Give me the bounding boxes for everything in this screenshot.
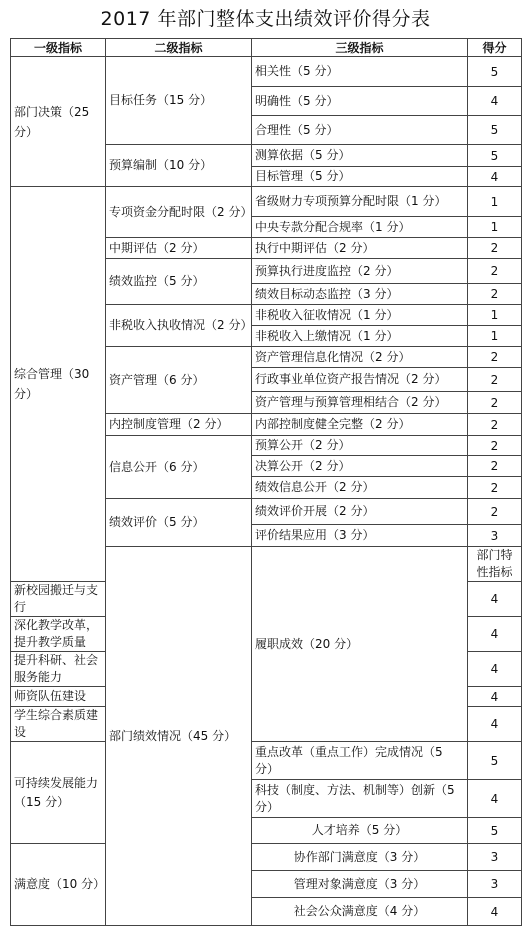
level2-indicator: 信息公开（6 分） bbox=[106, 436, 252, 499]
level3-indicator: 管理对象满意度（3 分） bbox=[252, 871, 468, 898]
score-cell: 2 bbox=[468, 284, 522, 305]
level3-indicator: 相关性（5 分） bbox=[252, 57, 468, 87]
header-row bbox=[11, 39, 522, 57]
score-cell: 5 bbox=[468, 818, 522, 844]
score-cell: 2 bbox=[468, 499, 522, 525]
score-cell: 2 bbox=[468, 347, 522, 368]
score-cell: 1 bbox=[468, 217, 522, 238]
level3-indicator: 学生综合素质建设 bbox=[11, 707, 106, 742]
level3-indicator: 人才培养（5 分） bbox=[252, 818, 468, 844]
level3-indicator: 绩效评价开展（2 分） bbox=[252, 499, 468, 525]
header-level2: 二级指标 bbox=[106, 39, 252, 57]
level3-indicator: 绩效信息公开（2 分） bbox=[252, 477, 468, 499]
table-row bbox=[11, 57, 522, 87]
level1-indicator: 部门绩效情况（45 分） bbox=[106, 547, 252, 926]
level3-indicator: 行政事业单位资产报告情况（2 分） bbox=[252, 368, 468, 392]
score-cell: 3 bbox=[468, 525, 522, 547]
level3-indicator: 师资队伍建设 bbox=[11, 687, 106, 707]
level3-indicator: 预算执行进度监控（2 分） bbox=[252, 259, 468, 284]
level3-indicator: 评价结果应用（3 分） bbox=[252, 525, 468, 547]
score-cell: 5 bbox=[468, 57, 522, 87]
header-level3: 三级指标 bbox=[252, 39, 468, 57]
level3-indicator: 社会公众满意度（4 分） bbox=[252, 898, 468, 926]
score-cell: 4 bbox=[468, 898, 522, 926]
table-row bbox=[11, 187, 522, 217]
score-cell: 1 bbox=[468, 305, 522, 326]
level3-indicator: 资产管理与预算管理相结合（2 分） bbox=[252, 392, 468, 414]
header-level1: 一级指标 bbox=[11, 39, 106, 57]
level3-indicator: 协作部门满意度（3 分） bbox=[252, 844, 468, 871]
score-cell: 2 bbox=[468, 392, 522, 414]
level2-indicator: 资产管理（6 分） bbox=[106, 347, 252, 414]
score-cell: 3 bbox=[468, 844, 522, 871]
level3-indicator: 目标管理（5 分） bbox=[252, 167, 468, 187]
level3-indicator: 绩效目标动态监控（3 分） bbox=[252, 284, 468, 305]
level3-indicator: 深化教学改革，提升教学质量 bbox=[11, 617, 106, 652]
level2-indicator: 绩效评价（5 分） bbox=[106, 499, 252, 547]
score-cell: 2 bbox=[468, 238, 522, 259]
score-cell: 2 bbox=[468, 368, 522, 392]
level1-indicator: 综合管理（30 分） bbox=[11, 187, 106, 582]
table-row bbox=[11, 742, 522, 780]
score-cell: 2 bbox=[468, 436, 522, 456]
level2-indicator: 绩效监控（5 分） bbox=[106, 259, 252, 305]
level3-indicator: 非税收入征收情况（1 分） bbox=[252, 305, 468, 326]
header-score: 得分 bbox=[468, 39, 522, 57]
score-cell: 4 bbox=[468, 707, 522, 742]
score-cell: 2 bbox=[468, 259, 522, 284]
level3-indicator: 中央专款分配合规率（1 分） bbox=[252, 217, 468, 238]
level2-indicator: 预算编制（10 分） bbox=[106, 145, 252, 187]
level2-indicator: 满意度（10 分） bbox=[11, 844, 106, 926]
score-cell: 4 bbox=[468, 652, 522, 687]
level3-indicator: 测算依据（5 分） bbox=[252, 145, 468, 167]
level3-indicator: 内部控制度健全完整（2 分） bbox=[252, 414, 468, 436]
score-cell: 5 bbox=[468, 116, 522, 145]
level3-indicator: 合理性（5 分） bbox=[252, 116, 468, 145]
level2-indicator: 非税收入执收情况（2 分） bbox=[106, 305, 252, 347]
level2-indicator: 中期评估（2 分） bbox=[106, 238, 252, 259]
level3-indicator: 提升科研、社会服务能力 bbox=[11, 652, 106, 687]
level3-indicator: 决算公开（2 分） bbox=[252, 456, 468, 477]
level3-indicator: 明确性（5 分） bbox=[252, 87, 468, 116]
level3-indicator: 执行中期评估（2 分） bbox=[252, 238, 468, 259]
level3-indicator: 部门特性指标 bbox=[468, 547, 522, 582]
score-cell: 5 bbox=[468, 742, 522, 780]
level1-indicator: 部门决策（25 分） bbox=[11, 57, 106, 187]
level3-indicator: 省级财力专项预算分配时限（1 分） bbox=[252, 187, 468, 217]
level3-indicator: 重点改革（重点工作）完成情况（5 分） bbox=[252, 742, 468, 780]
score-cell: 5 bbox=[468, 145, 522, 167]
level2-indicator: 专项资金分配时限（2 分） bbox=[106, 187, 252, 238]
score-cell: 2 bbox=[468, 456, 522, 477]
score-cell: 1 bbox=[468, 326, 522, 347]
score-cell: 4 bbox=[468, 167, 522, 187]
score-cell: 4 bbox=[468, 582, 522, 617]
score-cell: 3 bbox=[468, 871, 522, 898]
score-cell: 2 bbox=[468, 477, 522, 499]
level3-indicator: 新校园搬迁与支行 bbox=[11, 582, 106, 617]
page-title: 2017 年部门整体支出绩效评价得分表 bbox=[100, 8, 431, 30]
table-row bbox=[11, 844, 522, 871]
level2-indicator: 内控制度管理（2 分） bbox=[106, 414, 252, 436]
table-body bbox=[11, 57, 522, 926]
level3-indicator: 资产管理信息化情况（2 分） bbox=[252, 347, 468, 368]
level2-indicator: 履职成效（20 分） bbox=[252, 547, 468, 742]
level3-indicator: 科技（制度、方法、机制等）创新（5 分） bbox=[252, 780, 468, 818]
score-cell: 2 bbox=[468, 414, 522, 436]
level3-indicator: 非税收入上缴情况（1 分） bbox=[252, 326, 468, 347]
score-cell: 4 bbox=[468, 780, 522, 818]
score-cell: 1 bbox=[468, 187, 522, 217]
level2-indicator: 目标任务（15 分） bbox=[106, 57, 252, 145]
score-cell: 4 bbox=[468, 617, 522, 652]
level2-indicator: 可持续发展能力（15 分） bbox=[11, 742, 106, 844]
level3-indicator: 预算公开（2 分） bbox=[252, 436, 468, 456]
score-cell: 4 bbox=[468, 87, 522, 116]
score-cell: 4 bbox=[468, 687, 522, 707]
score-table bbox=[10, 38, 522, 926]
